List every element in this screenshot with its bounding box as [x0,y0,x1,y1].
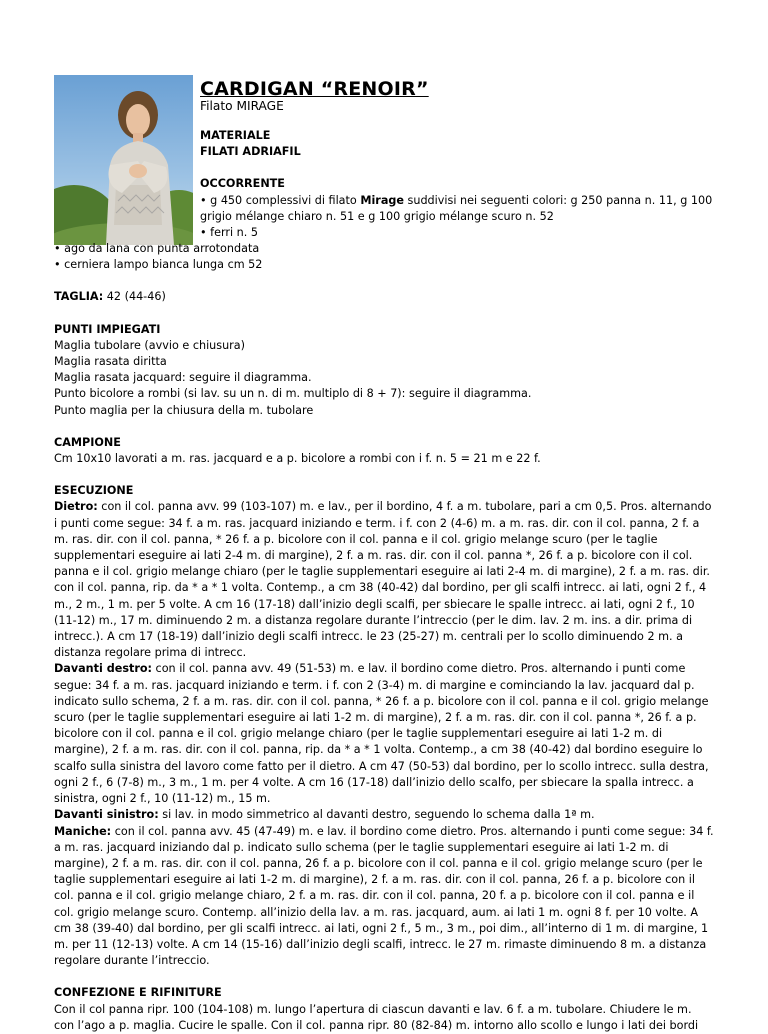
materiale-block [200,128,714,241]
occorrente-item-2: • ferri n. 5 [200,226,258,240]
taglia-line: TAGLIA: 42 (44-46) [54,290,166,304]
maniche-paragraph: Maniche: con il col. panna avv. 45 (47-49) m. e lav. il bordino come dietro. Pros. alternando i punti come segue: 34 f. a m. ras. jacquard iniziando dal p. indicato sullo schema (per le taglie supplementari eseguire ai lati 1-2 m. di margine), 2 f. a m. ras. dir. con il col. panna, 26 f. a p. bicolore con il col. panna e il col. grigio melange scuro (per le taglie supplementari eseguire ai lati 1-2 m. di margine), 2 f. a m. ras. dir. con il col. panna, 26 f. a p. bicolore con il col. panna e il col. grigio melange chiaro, 2 f. a m. ras. dir. con il col. panna, 20 f. a p. bicolore con il col. panna e il col. grigio melange scuro. Contemp. all’inizio della lav. a m. ras. jacquard, aum. ai lati 1 m. ogni 8 f. per 10 volte. A cm 38 (39-40) dal bordino, per gli scalfi intrecc. ai lati, ogni 2 f., 5 m., 3 m., poi dim., all’interno di 1 m. di margine, 1 m. per 11 (12-13) volte. A cm 14 (15-16) dall’inizio degli scalfi, intrecc. le 27 m. rimaste diminuendo 8 m. a distanza regolare durante l’intreccio. [54,824,714,968]
filati-label: FILATI ADRIAFIL [200,145,301,159]
occorrente-item-4: • cerniera lampo bianca lunga cm 52 [54,258,263,272]
dietro-paragraph: Dietro: con il col. panna avv. 99 (103-107) m. e lav., per il bordino, 4 f. a m. tubolare, pari a cm 0,5. Pros. alternando i punti come segue: 34 f. a m. ras. jacquard iniziando e term. i f. con 2 (4-6) m. a m. ras. dir. con il col. panna, 2 f. a m. ras. dir. con il col. panna, * 26 f. a p. bicolore con il col. panna e il col. grigio melange scuro (per le taglie supplementari eseguire ai lati 2-4 m. di margine), 2 f. a m. ras. dir. con il col. panna *, 26 f. a p. bicolore con il col. panna e il col. grigio melange chiaro (per le taglie supplementari eseguire ai lati 2-4 m. di margine), 2 f. a m. ras. dir. con il col. panna, rip. da * a * 1 volta. Contemp., a cm 38 (40-42) dal bordino, per gli scalfi intrecc. ai lati, ogni 2 f., 4 m., 2 m., 1 m. per 5 volte. A cm 16 (17-18) dall’inizio degli scalfi, per sbiecare le spalle intrecc. ai lati, ogni 2 f., 10 (11-12) m., 17 m. diminuendo 2 m. a distanza regolare durante l’intreccio (per le dim. lav. 2 m. ins. a dir. prima di intrecc.). A cm 17 (18-19) dall’inizio degli scalfi intrecc. le 23 (25-27) m. centrali per lo scollo diminuendo 2 m. a distanza regolare prima di intrecc. [54,500,712,660]
esecuzione-heading: ESECUZIONE [54,484,134,498]
punti-heading: PUNTI IMPIEGATI [54,322,161,336]
punti-line: Maglia tubolare (avvio e chiusura) [54,338,246,352]
davanti-sinistro-paragraph: Davanti sinistro: si lav. in modo simmetrico al davanti destro, seguendo lo schema dalla 1ª m. [54,808,595,822]
main-content [54,241,714,1034]
davanti-destro-paragraph: Davanti destro: con il col. panna avv. 49 (51-53) m. e lav. il bordino come dietro. Pros. alternando i punti come segue: 34 f. a m. ras. jacquard iniziando e term. i f. con 2 (3-4) m. di margine e cominciando la lav. jacquard dal p. indicato sullo schema, 2 f. a m. ras. dir. con il col. panna, * 26 f. a p. bicolore con il col. panna e il col. grigio melange scuro (per le taglie supplementari eseguire ai lati 1-2 m. di margine), 2 f. a m. ras. dir. con il col. panna *, 26 f. a p. bicolore con il col. panna e il col. grigio melange chiaro (per le taglie supplementari eseguire ai lati 1-2 m. di margine), 2 f. a m. ras. dir. con il col. panna, rip. da * a * 1 volta. Contemp., a cm 38 (40-42) dal bordino eseguire lo scalfo sulla sinistra del lavoro come fatto per il dietro. A cm 47 (50-53) dal bordino, per lo scollo intrecc. sulla destra, ogni 2 f., 6 (7-8) m., 3 m., 1 m. per 4 volte. A cm 16 (17-18) dall’inizio dello scalfo, per sbiecare la spalla intrecc. a sinistra, ogni 2 f., 10 (11-12) m., 15 m. [54,662,709,806]
campione-heading: CAMPIONE [54,435,121,449]
page-title: CARDIGAN “RENOIR” [200,78,429,100]
confezione-text: Con il col panna ripr. 100 (104-108) m. lungo l’apertura di ciascun davanti e lav. 6 f. a m. tubolare. Chiudere le m. con l’ago a p. maglia. Cucire le spalle. Con il col. panna ripr. 80 (82-84) m. intorno allo scollo e lungo i lati dei bordi [54,1002,699,1032]
materiale-label: MATERIALE [200,129,271,142]
yarn-subtitle: Filato MIRAGE [200,99,284,113]
campione-text: Cm 10x10 lavorati a m. ras. jacquard e a p. bicolore a rombi con i f. n. 5 = 21 m e 22 f. [54,452,541,466]
occorrente-item-3: • ago da lana con punta arrotondata [54,242,260,255]
punti-line: Punto bicolore a rombi (si lav. su un n. di m. multiplo di 8 + 7): seguire il diagramma. [54,387,532,401]
confezione-heading: CONFEZIONE E RIFINITURE [54,986,222,1000]
occorrente-heading: OCCORRENTE [200,177,285,191]
occorrente-item-1: • g 450 complessivi di filato Mirage suddivisi nei seguenti colori: g 250 panna n. 11, g 100 grigio mélange chiaro n. 51 e g 100 grigio mélange scuro n. 52 [200,193,713,223]
model-photo [54,75,193,245]
punti-line: Punto maglia per la chiusura della m. tubolare [54,403,314,417]
punti-line: Maglia rasata diritta [54,355,167,369]
punti-line: Maglia rasata jacquard: seguire il diagramma. [54,371,312,385]
